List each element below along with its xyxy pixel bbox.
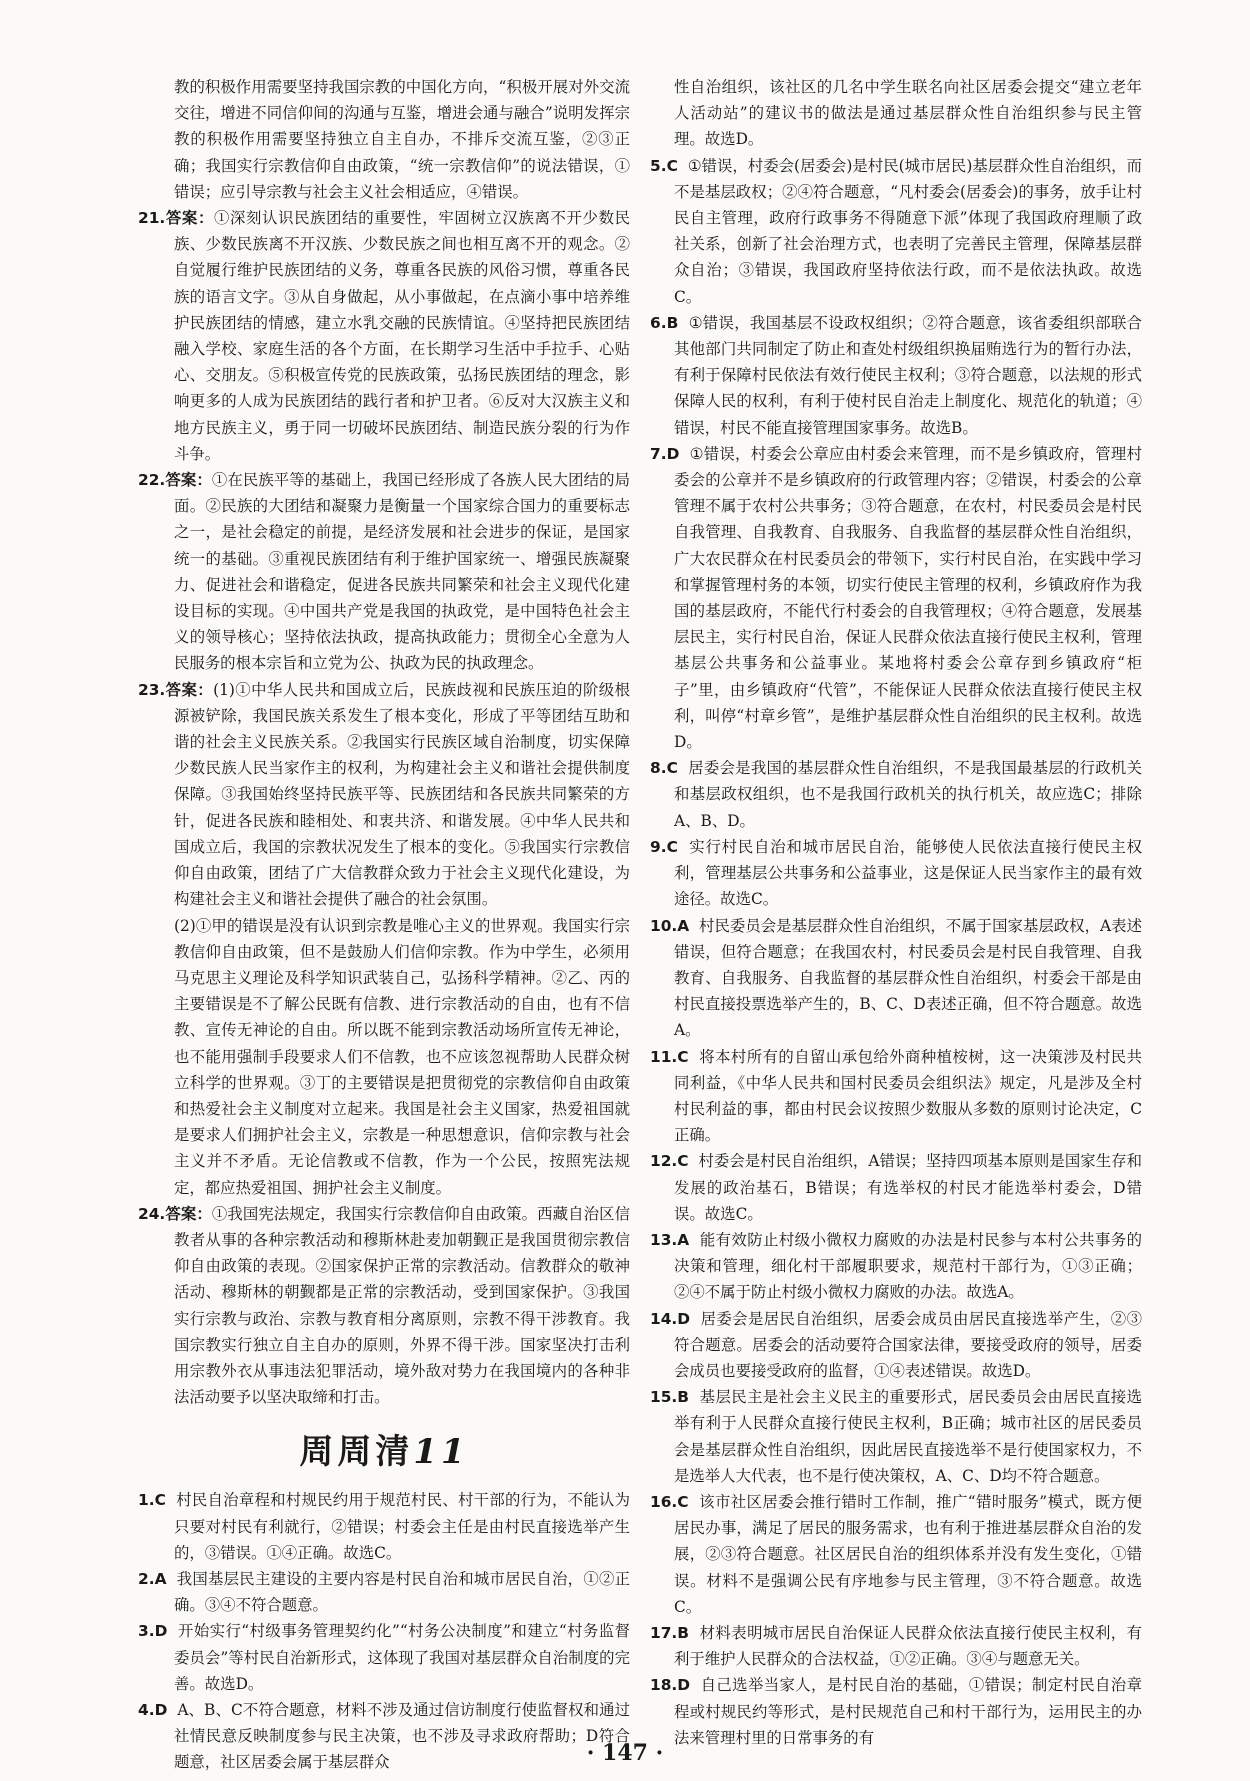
answer-item-15: 15.B 基层民主是社会主义民主的重要形式，居民委员会由居民直接选举有利于人民群众直接行使民主权利，B正确；城市社区的居民委员会是基层群众性自治组织，因此居民直接选举不是行使国家权力，不是选举人大代表，也不是行使决策权，A、C、D均不符合题意。 — [650, 1388, 1142, 1485]
continuation-text: 教的积极作用需要坚持我国宗教的中国化方向，“积极开展对外交流交往，增进不同信仰间的沟通与互鉴，增进会通与融合”说明发挥宗教的积极作用需要坚持独立自主自办，不排斥交流互鉴，②③正确；我国实行宗教信仰自由政策，“统一宗教信仰”的说法错误，①错误；应引导宗教与社会主义社会相适应，④错误。 — [174, 78, 630, 201]
answer-item-8: 8.C 居委会是我国的基层群众性自治组织，不是我国最基层的行政机关和基层政权组织，也不是我国行政机关的执行机关，故应选C；排除A、B、D。 — [650, 759, 1142, 830]
continuation-text: 性自治组织，该社区的几名中学生联名向社区居委会提交“建立老年人活动站”的建议书的做法是通过基层群众性自治组织参与民主管理。故选D。 — [674, 78, 1142, 149]
answer-item-16: 16.C 该市社区居委会推行错时工作制，推广“错时服务”模式，既方便居民办事，满足了居民的服务需求，也有利于推进基层群众自治的发展，②③符合题意。社区居民自治的组织体系并没有发生变化，①错误。材料不是强调公民有序地参与民主管理，③不符合题意。故选C。 — [650, 1492, 1142, 1616]
answer-item-3: 3.D 开始实行“村级事务管理契约化”“村务公决制度”和建立“村务监督委员会”等村民自治新形式，这体现了我国对基层群众自治制度的完善。故选D。 — [138, 1622, 630, 1693]
answer-item-14: 14.D 居委会是居民自治组织，居委会成员由居民直接选举产生，②③符合题意。居委会的活动要符合国家法律，要接受政府的领导，居委会成员也要接受政府的监督，①④表述错误。故选D。 — [650, 1309, 1142, 1380]
right-column — [650, 74, 1142, 1751]
answer-item-23: 23.答案：(1)①中华人民共和国成立后，民族歧视和民族压迫的阶级根源被铲除，我国民族关系发生了根本变化，形成了平等团结互助和谐的社会主义民族关系。②我国实行民族区域自治制度，切实保障少数民族人民当家作主的权利，为构建社会主义和谐社会提供制度保障。③我国始终坚持民族平等、民族团结和各民族共同繁荣的方针，促进各民族和睦相处、和衷共济、和谐发展。④中华人民共和国成立后，我国的宗教状况发生了根本的变化。⑤我国实行宗教信仰自由政策，团结了广大信教群众致力于社会主义现代化建设，为构建社会主义和谐社会提供了融合的社会氛围。 — [138, 680, 630, 909]
answer-item-6: 6.B ①错误，我国基层不设政权组织；②符合题意，该省委组织部联合其他部门共同制定了防止和查处村级组织换届贿选行为的暂行办法，有利于保障村民依法有效行使民主权利；③符合题意，以法规的形式保障人民的权利，有利于使村民自治走上制度化、规范化的轨道；④错误，村民不能直接管理国家事务。故选B。 — [650, 313, 1142, 437]
answer-item-10: 10.A 村民委员会是基层群众性自治组织，不属于国家基层政权，A表述错误，但符合题意；在我国农村，村民委员会是村民自我管理、自我教育、自我服务、自我监督的基层群众性自治组织，村委会干部是由村民直接投票选举产生的，B、C、D表述正确，但不符合题意。故选A。 — [650, 916, 1142, 1040]
left-column — [138, 74, 630, 1776]
answer-item-18: 18.D 自己选举当家人，是村民自治的基础，①错误；制定村民自治章程或村规民约等形式，是村民规范自己和村干部行为，运用民主的办法来管理村里的日常事务的有 — [650, 1676, 1142, 1747]
answer-item-17: 17.B 材料表明城市居民自治保证人民群众依法直接行使民主权利，有利于维护人民群众的合法权益，①②正确。③④与题意无关。 — [650, 1623, 1142, 1669]
section-heading: 周周清11 — [299, 1432, 469, 1473]
answer-item-7: 7.D ①错误，村委会公章应由村委会来管理，而不是乡镇政府，管理村委会的公章并不是乡镇政府的行政管理内容；②错误，村委会的公章管理不属于农村公共事务；③符合题意，在农村，村民委员会是村民自我管理、自我教育、自我服务、自我监督的基层群众性自治组织，广大农民群众在村民委员会的带领下，实行村民自治，在实践中学习和掌握管理村务的本领，切实行使民主管理的权利，乡镇政府作为我国的基层政府，不能代行村委会的自我管理权；④符合题意，发展基层民主，实行村民自治，保证人民群众依法直接行使民主权利，管理基层公共事务和公益事业。某地将村委会公章存到乡镇政府“柜子”里，由乡镇政府“代管”，不能保证人民群众依法直接行使民主权利，叫停“村章乡管”，是维护基层群众性自治组织的民主权利。故选D。 — [650, 444, 1142, 752]
answer-item-4: 4.D A、B、C不符合题意，材料不涉及通过信访制度行使监督权和通过社情民意反映制度参与民主决策，也不涉及寻求政府帮助；D符合题意，社区居委会属于基层群众 — [138, 1700, 631, 1772]
answer-item-1: 1.C 村民自治章程和村规民约用于规范村民、村干部的行为，不能认为只要对村民有利就行，②错误；村委会主任是由村民直接选举产生的，③错误。①④正确。故选C。 — [138, 1491, 630, 1562]
answer-item-11: 11.C 将本村所有的自留山承包给外商种植桉树，这一决策涉及村民共同利益，《中华人民共和国村民委员会组织法》规定，凡是涉及全村村民利益的事，都由村民会议按照少数服从多数的原则讨论决定，C正确。 — [650, 1047, 1142, 1145]
answer-item-2: 2.A 我国基层民主建设的主要内容是村民自治和城市居民自治，①②正确。③④不符合题意。 — [138, 1569, 630, 1615]
answer-item-22: 22.答案：①在民族平等的基础上，我国已经形成了各族人民大团结的局面。②民族的大团结和凝聚力是衡量一个国家综合国力的重要标志之一，是社会稳定的前提，是经济发展和社会进步的保证，是国家统一的基础。③重视民族团结有利于维护国家统一、增强民族凝聚力、促进社会和谐稳定，促进各民族共同繁荣和社会主义现代化建设目标的实现。④中国共产党是我国的执政党，是中国特色社会主义的领导核心；坚持依法执政，提高执政能力；贯彻全心全意为人民服务的根本宗旨和立党为公、执政为民的执政理念。 — [138, 471, 630, 673]
answer-item-24: 24.答案：①我国宪法规定，我国实行宗教信仰自由政策。西藏自治区信教者从事的各种宗教活动和穆斯林赴麦加朝觐正是我国贯彻宗教信仰自由政策的表现。②国家保护正常的宗教活动。信教群众的敬神活动、穆斯林的朝觐都是正常的宗教活动，受到国家保护。③我国实行宗教与政治、宗教与教育相分离原则，宗教不得干涉教育。我国宗教实行独立自主自办的原则，外界不得干涉。国家坚决打击利用宗教外衣从事违法犯罪活动，境外敌对势力在我国境内的各种非法活动要予以坚决取缔和打击。 — [138, 1204, 630, 1407]
answer-item-21: 21.答案：①深刻认识民族团结的重要性，牢固树立汉族离不开少数民族、少数民族离不开汉族、少数民族之间也相互离不开的观念。②自觉履行维护民族团结的义务，尊重各民族的风俗习惯，尊重各民族的语言文字。③从自身做起，从小事做起，在点滴小事中培养维护民族团结的情感，建立水乳交融的民族情谊。④坚持把民族团结融入学校、家庭生活的各个方面，在长期学习生活中手拉手、心贴心、交朋友。⑤积极宣传党的民族政策，弘扬民族团结的理念，影响更多的人成为民族团结的践行者和护卫者。⑥反对大汉族主义和地方民族主义，勇于同一切破坏民族团结、制造民族分裂的行为作斗争。 — [138, 209, 630, 463]
page-number: · 147 · — [586, 1740, 664, 1766]
answer-item-5: 5.C ①错误，村委会(居委会)是村民(城市居民)基层群众性自治组织，而不是基层政权；②④符合题意，“凡村委会(居委会)的事务，放手让村民自主管理，政府行政事务不得随意下派”体现了我国政府理顺了政社关系，创新了社会治理方式，也表明了完善民主管理，保障基层群众自治；③错误，我国政府坚持依法行政，而不是依法执政。故选C。 — [650, 156, 1142, 306]
answer-item-12: 12.C 村委会是村民自治组织，A错误；坚持四项基本原则是国家生存和发展的政治基石，B错误；有选举权的村民才能选举村委会，D错误。故选C。 — [650, 1152, 1142, 1223]
answer-item-13: 13.A 能有效防止村级小微权力腐败的办法是村民参与本村公共事务的决策和管理，细化村干部履职要求，规范村干部行为，①③正确；②④不属于防止村级小微权力腐败的办法。故选A。 — [650, 1230, 1142, 1302]
answer-item-9: 9.C 实行村民自治和城市居民自治，能够使人民依法直接行使民主权利，管理基层公共事务和公益事业，这是保证人民当家作主的最有效途径。故选C。 — [650, 837, 1142, 909]
answer-item-23-part2: (2)①甲的错误是没有认识到宗教是唯心主义的世界观。我国实行宗教信仰自由政策，但不是鼓励人们信仰宗教。作为中学生，必须用马克思主义理论及科学知识武装自己，弘扬科学精神。②乙、丙的主要错误是不了解公民既有信教、进行宗教活动的自由，也有不信教、宣传无神论的自由。所以既不能到宗教活动场所宣传无神论，也不能用强制手段要求人们不信教，也不应该忽视帮助人民群众树立科学的世界观。③丁的主要错误是把贯彻党的宗教信仰自由政策和热爱社会主义制度对立起来。我国是社会主义国家，热爱祖国就是要求人们拥护社会主义，宗教是一种思想意识，信仰宗教与社会主义并不矛盾。无论信教或不信教，作为一个公民，按照宪法规定，都应热爱祖国、拥护社会主义制度。 — [174, 916, 630, 1197]
